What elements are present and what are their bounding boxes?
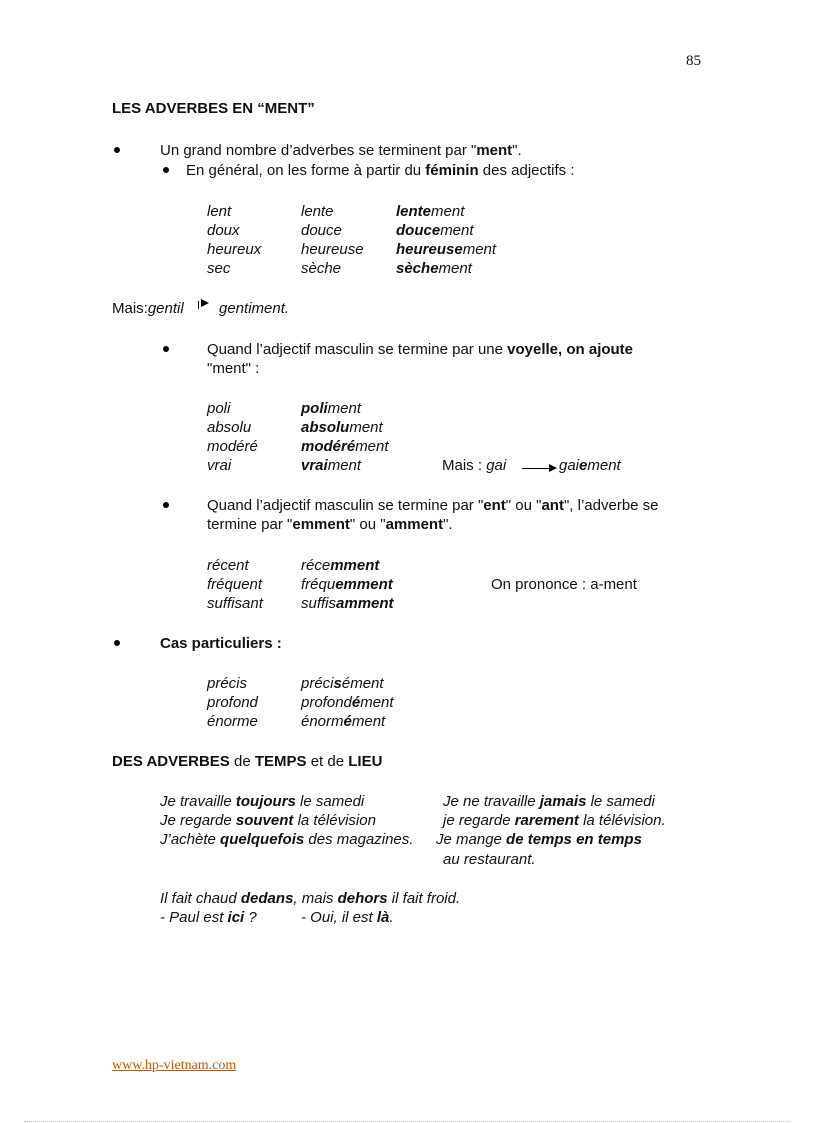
example-line: Je travaille toujours le samedi [160, 793, 365, 810]
example-line: Il fait chaud dedans, mais dehors il fait froid. [160, 890, 461, 907]
table-cell: sèche [301, 260, 342, 277]
table-cell: sec [207, 260, 231, 277]
table-cell: absolument [301, 419, 383, 436]
table-cell: énorme [207, 713, 258, 730]
table-cell: modéré [207, 438, 258, 455]
bullet-icon [163, 502, 169, 508]
special-title: Cas particuliers : [160, 635, 282, 652]
table-cell: précisément [301, 675, 384, 692]
vowel-rule-line: Quand l’adjectif masculin se termine par une voyelle, on ajoute [207, 341, 634, 358]
mais-gai-line: Mais : gai [442, 457, 507, 474]
general-line: En général, on les forme à partir du féminin des adjectifs : [186, 162, 575, 179]
table-cell: précis [207, 675, 248, 692]
example-line: Je ne travaille jamais le samedi [443, 793, 655, 810]
example-line: Je regarde souvent la télévision [160, 812, 376, 829]
gaiement-word: gaiement [559, 457, 621, 474]
table-cell: énormément [301, 713, 386, 730]
table-cell: suffisamment [301, 595, 394, 612]
table-cell: récent [207, 557, 249, 574]
table-cell: vraiment [301, 457, 362, 474]
table-cell: profondément [301, 694, 394, 711]
section2-title: DES ADVERBES de TEMPS et de LIEU [112, 753, 383, 770]
ent-rule-line: Quand l’adjectif masculin se termine par "ent" ou "ant", l’adverbe se [207, 497, 659, 514]
table-cell: fréquent [207, 576, 263, 593]
table-cell: heureuse [301, 241, 364, 258]
table-cell: lentement [396, 203, 465, 220]
vowel-rule-line2: "ment" : [207, 360, 260, 377]
page-divider [24, 1121, 790, 1122]
table-cell: heureusement [396, 241, 497, 258]
example-line: - Paul est ici ? [160, 909, 257, 926]
table-cell: lente [301, 203, 334, 220]
table-cell: absolu [207, 419, 252, 436]
table-cell: heureux [207, 241, 262, 258]
bullet-icon [163, 346, 169, 352]
table-cell: douce [301, 222, 342, 239]
mais-gentil-line: Mais:gentil [112, 300, 184, 317]
bullet-icon [114, 640, 120, 646]
intro-line: Un grand nombre d’adverbes se terminent par "ment". [160, 142, 522, 159]
pronounce-note: On prononce : a-ment [491, 576, 637, 593]
example-line: J’achète quelquefois des magazines. [160, 831, 414, 848]
page-number: 85 [686, 53, 701, 69]
example-line: Je mange de temps en temps [436, 831, 642, 848]
table-cell: lent [207, 203, 232, 220]
table-cell: poli [207, 400, 231, 417]
table-cell: poliment [301, 400, 362, 417]
example-line: au restaurant. [443, 851, 536, 868]
table-cell: doux [207, 222, 240, 239]
table-cell: fréquemment [301, 576, 393, 593]
example-line: je regarde rarement la télévision. [443, 812, 666, 829]
example-line: - Oui, il est là. [301, 909, 394, 926]
bullet-icon [114, 147, 120, 153]
table-cell: récemment [301, 557, 380, 574]
bullet-icon [163, 167, 169, 173]
section-title: LES ADVERBES EN “MENT” [112, 100, 315, 117]
table-cell: profond [207, 694, 258, 711]
table-cell: suffisant [207, 595, 263, 612]
table-cell: modérément [301, 438, 389, 455]
gentiment-word: gentiment. [219, 300, 290, 317]
table-cell: doucement [396, 222, 474, 239]
ent-rule-line2: termine par "emment" ou "amment". [207, 516, 453, 533]
footer-link[interactable]: www.hp-vietnam.com [112, 1058, 237, 1073]
table-cell: sèchement [396, 260, 472, 277]
table-cell: vrai [207, 457, 232, 474]
